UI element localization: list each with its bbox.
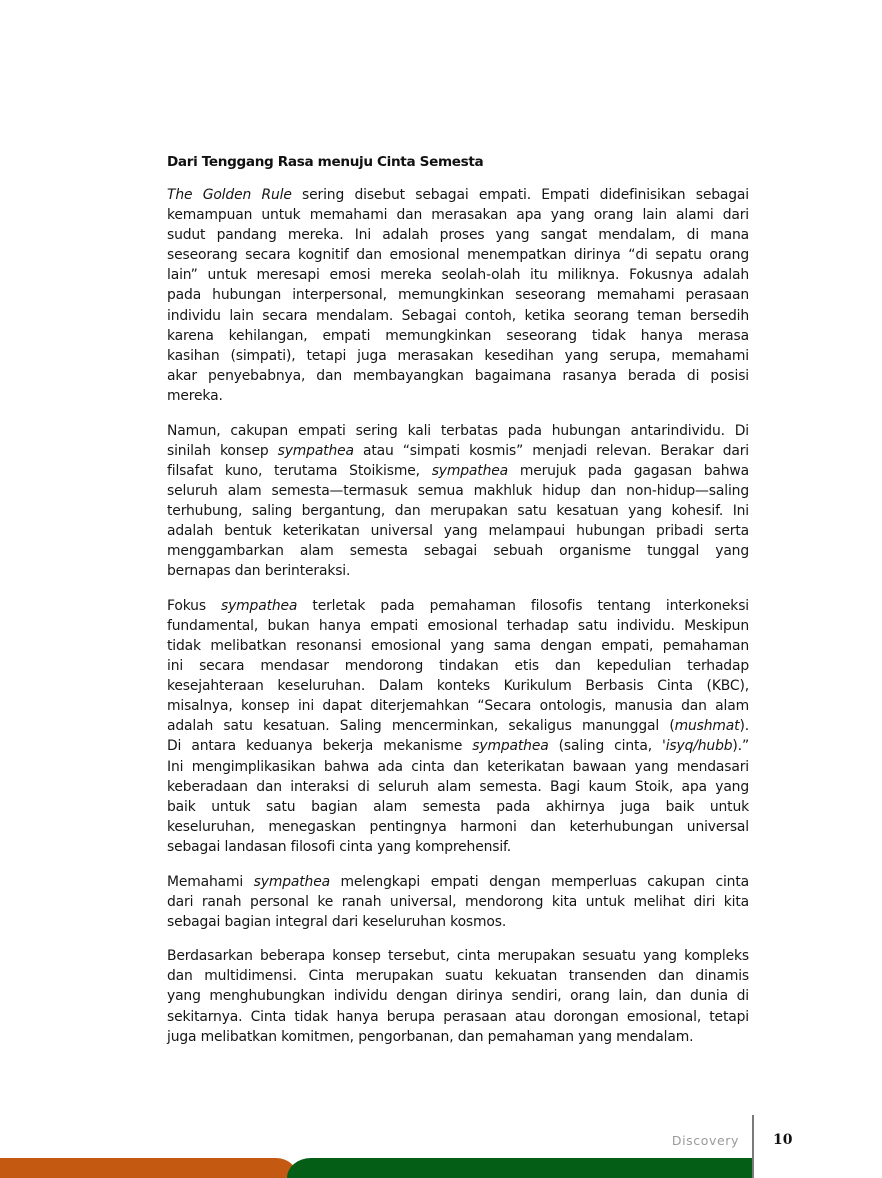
text-line xyxy=(167,696,749,716)
text-line xyxy=(167,225,749,245)
text-line xyxy=(167,676,749,696)
text-run: sering disebut sebagai empati. Empati didefinisikan sebagai xyxy=(291,187,749,203)
text-run: ).” xyxy=(732,738,749,755)
text-run: individu lain secara mendalam. Sebagai contoh, ketika seorang teman bersedih xyxy=(167,307,749,324)
text-run: adalah bentuk keterikatan universal yang melampaui hubungan pribadi serta xyxy=(167,523,749,539)
text-line xyxy=(167,561,749,581)
text-line xyxy=(167,966,749,986)
text-run: adalah satu kesatuan. Saling mencerminkan, sekaligus manunggal ( xyxy=(167,718,675,735)
section-heading: Dari Tenggang Rasa menuju Cinta Semesta xyxy=(167,154,484,170)
text-run: atau “simpati kosmis” menjadi relevan. Berakar dari xyxy=(353,442,749,459)
text-run: dan multidimensi. Cinta merupakan suatu kekuatan transenden dan dinamis xyxy=(167,968,749,985)
italic-term: sympathea xyxy=(472,738,549,755)
text-line xyxy=(167,481,749,501)
text-run: sebagai bagian integral dari keseluruhan kosmos. xyxy=(167,913,507,930)
text-line xyxy=(167,1007,749,1027)
text-run: Memahami xyxy=(167,873,254,890)
italic-term: 'isyq/hubb xyxy=(662,738,733,755)
text-run: dari ranah personal ke ranah universal, mendorong kita untuk melihat diri kita xyxy=(167,893,749,910)
text-run: juga melibatkan komitmen, pengorbanan, dan pemahaman yang mendalam. xyxy=(167,1028,694,1045)
text-run: fundamental, bukan hanya empati emosional terhadap satu individu. Meskipun xyxy=(167,617,749,634)
text-run: merujuk pada gagasan bahwa xyxy=(508,462,749,479)
text-line xyxy=(167,616,749,636)
text-line xyxy=(167,636,749,656)
paragraph xyxy=(167,421,749,582)
text-line xyxy=(167,346,749,366)
text-line xyxy=(167,265,749,285)
text-run: kesejahteraan keseluruhan. Dalam konteks Kurikulum Berbasis Cinta (KBC), xyxy=(167,678,749,695)
text-run: mereka. xyxy=(167,387,223,404)
paragraph xyxy=(167,872,749,932)
italic-term: sympathea xyxy=(253,873,330,890)
text-run: Ini mengimplikasikan bahwa ada cinta dan keterikatan bawaan yang mendasari xyxy=(167,758,749,775)
text-run: kemampuan untuk memahami dan merasakan apa yang orang lain alami dari xyxy=(167,207,749,224)
text-run: akar penyebabnya, dan membayangkan bagaimana rasanya berada di posisi xyxy=(167,367,749,384)
text-line xyxy=(167,306,749,326)
text-run: sekitarnya. Cinta tidak hanya berupa perasaan atau dorongan emosional, tetapi xyxy=(167,1008,749,1025)
text-run: misalnya, konsep ini dapat diterjemahkan “Secara ontologis, manusia dan alam xyxy=(167,698,749,715)
italic-term: sympathea xyxy=(431,462,508,479)
text-line xyxy=(167,461,749,481)
text-line xyxy=(167,716,749,736)
text-line xyxy=(167,837,749,857)
text-run: seseorang secara kognitif dan emosional menempatkan dirinya “di sepatu orang xyxy=(167,247,749,264)
paragraph xyxy=(167,946,749,1046)
text-line xyxy=(167,285,749,305)
text-line xyxy=(167,817,749,837)
paragraph xyxy=(167,185,749,406)
text-run: Berdasarkan beberapa konsep tersebut, cinta merupakan sesuatu yang kompleks xyxy=(167,948,749,965)
text-column xyxy=(167,152,749,1061)
text-line xyxy=(167,245,749,265)
text-run: melengkapi empati dengan memperluas cakupan cinta xyxy=(329,873,749,890)
text-line xyxy=(167,596,749,616)
text-line xyxy=(167,757,749,777)
text-run: kasihan (simpati), tetapi juga merasakan kesedihan yang serupa, memahami xyxy=(167,347,749,364)
text-run: karena kehilangan, empati memungkinkan seseorang tidak hanya merasa xyxy=(167,327,749,344)
text-run: Fokus xyxy=(167,597,222,614)
text-line xyxy=(167,986,749,1006)
text-line xyxy=(167,892,749,912)
page-number: 10 xyxy=(773,1132,793,1148)
text-run: ). xyxy=(739,718,749,735)
text-line xyxy=(167,441,749,461)
italic-term: The Golden Rule xyxy=(167,187,292,203)
italic-term: sympathea xyxy=(221,597,298,614)
text-line xyxy=(167,541,749,561)
text-run: baik untuk satu bagian alam semesta pada akhirnya juga baik untuk xyxy=(167,798,749,815)
text-line xyxy=(167,736,749,756)
footer-green-bar xyxy=(287,1158,752,1178)
text-run: sudut pandang mereka. Ini adalah proses yang sangat mendalam, di mana xyxy=(167,227,749,244)
text-line xyxy=(167,501,749,521)
text-run: filsafat kuno, terutama Stoikisme, xyxy=(167,462,432,479)
italic-term: sympathea xyxy=(277,442,354,459)
text-run: terletak pada pemahaman filosofis tentang interkoneksi xyxy=(297,597,749,614)
text-line xyxy=(167,386,749,406)
text-run: yang menghubungkan individu dengan dirinya sendiri, orang lain, dan dunia di xyxy=(167,988,749,1005)
text-line xyxy=(167,777,749,797)
text-run: bernapas dan berinteraksi. xyxy=(167,563,351,580)
text-line xyxy=(167,326,749,346)
footer-divider xyxy=(752,1115,754,1178)
text-run: keseluruhan, menegaskan pentingnya harmoni dan keterhubungan universal xyxy=(167,818,749,835)
text-run: seluruh alam semesta—termasuk semua makhluk hidup dan non-hidup—saling xyxy=(167,482,749,499)
text-line xyxy=(167,421,749,441)
text-line xyxy=(167,872,749,892)
text-run: ini secara mendasar mendorong tindakan etis dan kepedulian terhadap xyxy=(167,658,749,675)
text-run: menggambarkan alam semesta sebagai sebuah organisme tunggal yang xyxy=(167,543,749,560)
text-line xyxy=(167,946,749,966)
text-line xyxy=(167,521,749,541)
footer-section-label: Discovery xyxy=(671,1133,739,1148)
text-run: sinilah konsep xyxy=(167,442,278,459)
text-line xyxy=(167,912,749,932)
text-run: sebagai landasan filosofi cinta yang komprehensif. xyxy=(167,838,512,855)
text-line xyxy=(167,1027,749,1047)
text-run: Namun, cakupan empati sering kali terbatas pada hubungan antarindividu. Di xyxy=(167,422,749,439)
text-line xyxy=(167,185,749,205)
text-run: (saling cinta, xyxy=(548,738,663,755)
text-line xyxy=(167,205,749,225)
text-line xyxy=(167,797,749,817)
text-run: keberadaan dan interaksi di seluruh alam semesta. Bagi kaum Stoik, apa yang xyxy=(167,778,749,795)
text-line xyxy=(167,656,749,676)
text-run: lain” untuk meresapi emosi mereka seolah-olah itu miliknya. Fokusnya adalah xyxy=(167,267,749,284)
paragraph xyxy=(167,596,749,857)
text-line xyxy=(167,366,749,386)
text-run: tidak melibatkan resonansi emosional yang sama dengan empati, pemahaman xyxy=(167,637,749,654)
text-run: Di antara keduanya bekerja mekanisme xyxy=(167,738,473,755)
italic-term: mushmat xyxy=(674,718,740,735)
footer-orange-bar xyxy=(0,1158,298,1178)
text-run: pada hubungan interpersonal, memungkinkan seseorang memahami perasaan xyxy=(167,287,749,304)
text-run: terhubung, saling bergantung, dan merupakan satu kesatuan yang kohesif. Ini xyxy=(167,502,749,519)
body-paragraphs xyxy=(167,185,749,1047)
